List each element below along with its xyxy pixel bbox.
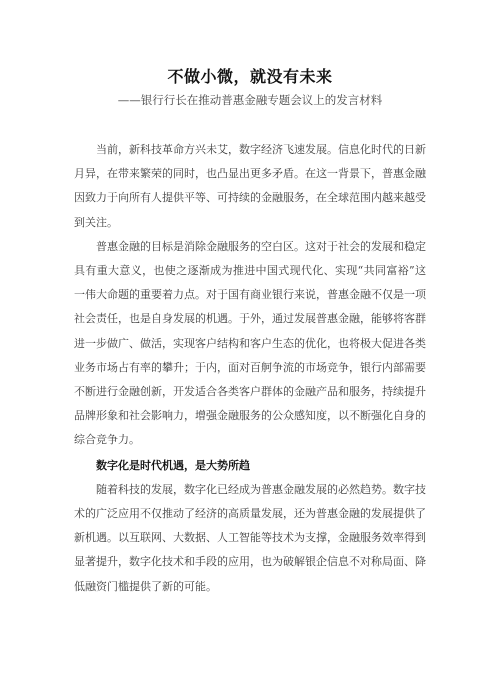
section-paragraph-1: 随着科技的发展，数字化已经成为普惠金融发展的必然趋势。数字技术的广泛应用不仅推动了经济的高质量发展，还为普惠金融的发展提供了新机遇。以互联网、大数据、人工智能等技术为支撑，金融服务效率得到显著提升，数字化技术和手段的应用，也为破解银企信息不对称局面、降低融资门槛提供了新的可能。 (74, 482, 426, 593)
document-body (74, 138, 426, 599)
body-paragraph-2: 普惠金融的目标是消除金融服务的空白区。这对于社会的发展和稳定具有重大意义，也使之逐渐成为推进中国式现代化、实现“共同富裕”这一伟大命题的重要着力点。对于国有商业银行来说，普惠金融不仅是一项社会责任，也是自身发展的机遇。于外，通过发展普惠金融，能够将客群进一步做广、做活，实现客户结构和客户生态的优化，也将极大促进各类业务市场占有率的攀升；于内，面对百舸争流的市场竞争，银行内部需要不断进行金融创新，开发适合各类客户群体的金融产品和服务，持续提升品牌形象和社会影响力，增强金融服务的公众感知度，以不断强化自身的综合竞争力。 (74, 239, 426, 447)
body-paragraph-1: 当前，新科技革命方兴未艾，数字经济飞速发展。信息化时代的日新月异，在带来繁荣的同时，也凸显出更多矛盾。在这一背景下，普惠金融因致力于向所有人提供平等、可持续的金融服务，在全球范围内越来越受到关注。 (74, 143, 426, 229)
document-title: 不做小微，就没有未来 (167, 67, 333, 86)
section-heading: 数字化是时代机遇，是大势所趋 (96, 458, 250, 472)
document-subtitle: ——银行行长在推动普惠金融专题会议上的发言材料 (117, 93, 383, 107)
